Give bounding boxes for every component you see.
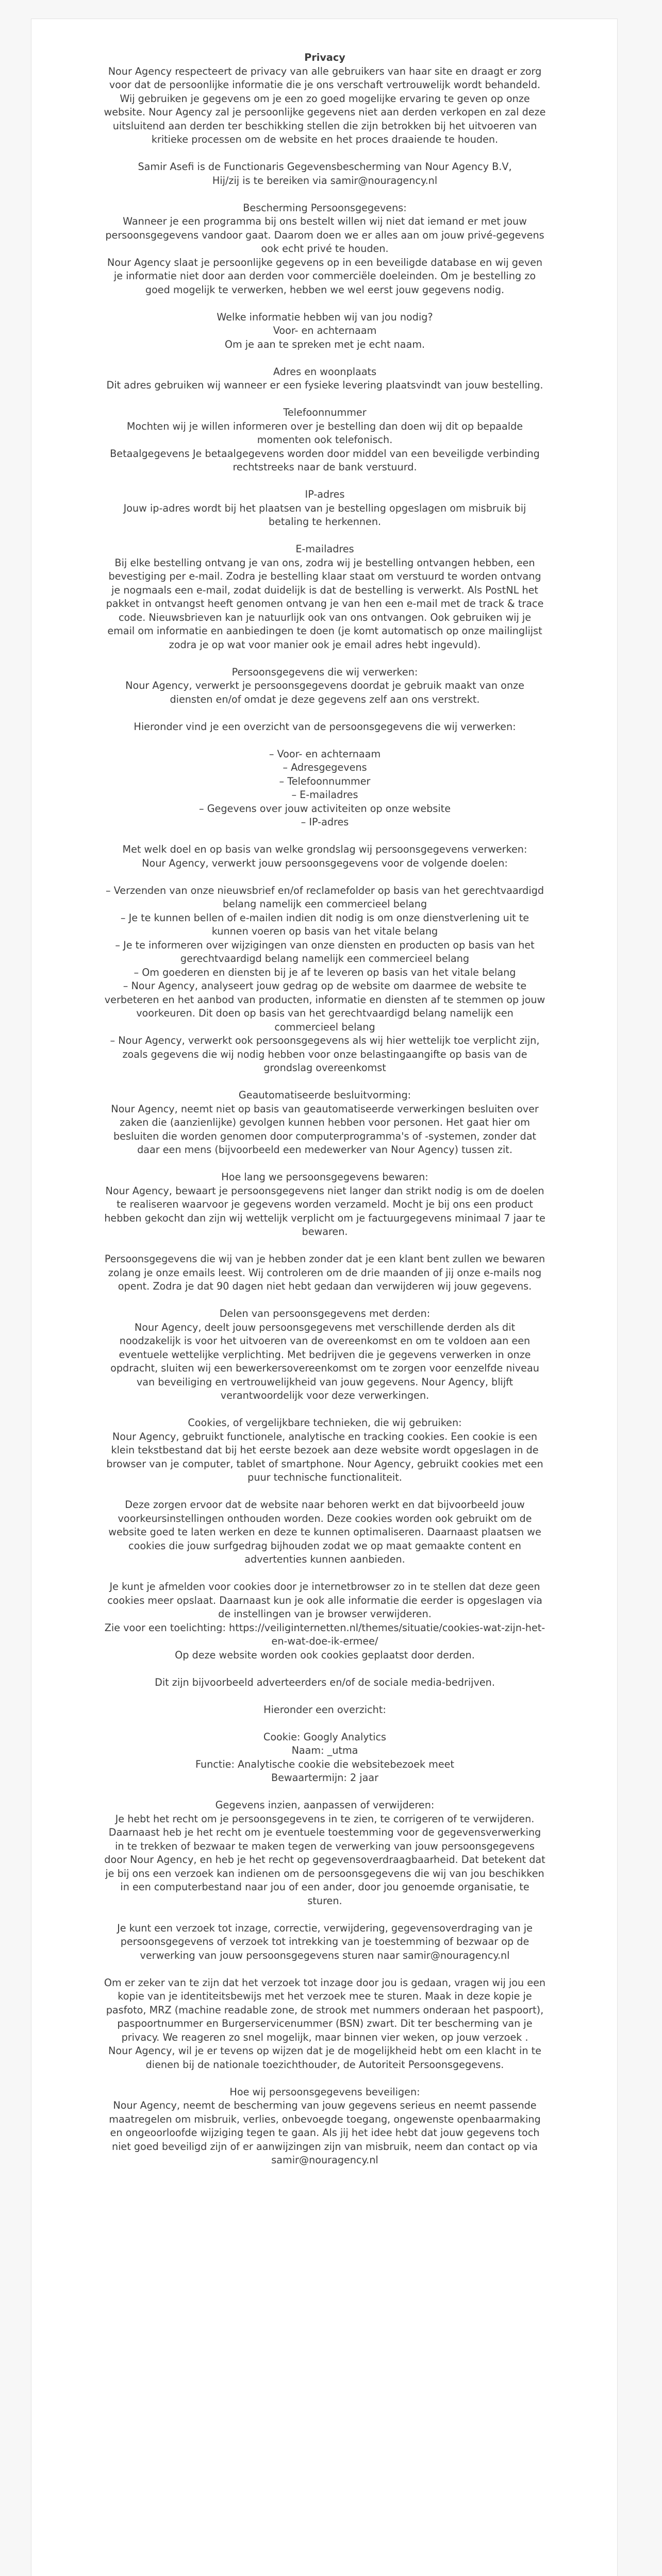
paragraph-line: – IP-adres bbox=[301, 816, 349, 828]
privacy-paragraph bbox=[104, 1498, 546, 1567]
paragraph-line: Hoe lang we persoonsgegevens bewaren: bbox=[221, 1171, 428, 1183]
paragraph-line: Adres en woonplaats bbox=[273, 365, 377, 378]
paragraph-line: Persoonsgegevens die wij van je hebben zonder dat je een klant bent zullen we bewaren zolang je onze emails leest. Wij controleren om de drie maanden of jij onze e-mails nog opent. Zodra je dat 90 dagen niet hebt gedaan dan verwijderen wij jouw gegevens. bbox=[104, 1253, 545, 1292]
privacy-paragraph bbox=[104, 311, 546, 352]
privacy-paragraph bbox=[104, 2086, 546, 2167]
privacy-paragraph bbox=[104, 488, 546, 529]
privacy-paragraph bbox=[104, 160, 546, 188]
paragraph-line: – Je te kunnen bellen of e-mailen indien dit nodig is om onze dienstverlening uit te kunnen voeren op basis van het vitale belang bbox=[120, 911, 529, 937]
paragraph-line: Persoonsgegevens die wij verwerken: bbox=[231, 666, 418, 678]
content-card bbox=[31, 19, 618, 2576]
paragraph-line: – Nour Agency, analyseert jouw gedrag op de website om daarmee de website te verbeteren en het aanbod van producten, informatie en diensten af te stemmen op jouw voorkeuren. Dit doen op basis van het gerechtvaardigd belang namelijk een commercieel belang bbox=[104, 980, 545, 1033]
privacy-paragraph bbox=[104, 843, 546, 870]
paragraph-line: Hieronder een overzicht: bbox=[263, 1703, 386, 1716]
privacy-paragraph bbox=[104, 1976, 546, 2072]
privacy-paragraph bbox=[104, 1799, 546, 1908]
paragraph-line: Hoe wij persoonsgegevens beveiligen: bbox=[229, 2086, 420, 2098]
privacy-paragraph bbox=[104, 1416, 546, 1485]
paragraph-line: Cookie: Googly Analytics bbox=[263, 1731, 387, 1743]
privacy-paragraph bbox=[104, 1089, 546, 1157]
paragraph-line: Samir Asefi is de Functionaris Gegevensbescherming van Nour Agency B.V, bbox=[138, 161, 512, 173]
paragraph-line: – Gegevens over jouw activiteiten op onze website bbox=[199, 802, 451, 815]
paragraph-line: Cookies, of vergelijkbare technieken, die wij gebruiken: bbox=[188, 1417, 462, 1429]
paragraph-line: Hij/zij is te bereiken via samir@nouragency.nl bbox=[212, 174, 438, 187]
paragraph-line: – Voor- en achternaam bbox=[269, 748, 381, 760]
privacy-paragraph bbox=[104, 65, 546, 147]
paragraph-line: Geautomatiseerde besluitvorming: bbox=[238, 1089, 411, 1101]
privacy-paragraph bbox=[104, 406, 546, 474]
paragraph-line: Telefoonnummer bbox=[283, 406, 367, 418]
privacy-paragraph bbox=[104, 1171, 546, 1239]
paragraph-line: Nour Agency, bewaart je persoonsgegevens niet langer dan strikt nodig is om de doelen te realiseren waarvoor je gegevens worden verzameld. Mocht je bij ons een product hebben gekocht dan zijn wij wettelijk verplicht om je factuurgegevens minimaal 7 jaar te bewaren. bbox=[104, 1184, 545, 1238]
paragraph-line: E-mailadres bbox=[295, 543, 354, 555]
page-title: Privacy bbox=[304, 52, 345, 63]
paragraph-line: Voor- en achternaam bbox=[273, 325, 377, 336]
paragraph-line: Met welk doel en op basis van welke grondslag wij persoonsgegevens verwerken: bbox=[122, 843, 527, 855]
privacy-paragraph bbox=[104, 748, 546, 829]
paragraph-line: – Telefoonnummer bbox=[279, 775, 371, 787]
paragraph-line: Dit zijn bijvoorbeeld adverteerders en/of de sociale media-bedrijven. bbox=[155, 1676, 495, 1688]
paragraph-line: Nour Agency, wil je er tevens op wijzen dat je de mogelijkheid hebt om een klacht in te dienen bij de nationale toezichthouder, de Autoriteit Persoonsgegevens. bbox=[108, 2045, 541, 2071]
paragraph-line: Bescherming Persoonsgegevens: bbox=[243, 201, 407, 214]
paragraph-line: Delen van persoonsgegevens met derden: bbox=[219, 1308, 431, 1319]
paragraph-line: Welke informatie hebben wij van jou nodig? bbox=[217, 311, 433, 323]
privacy-paragraph bbox=[104, 1676, 546, 1690]
paragraph-line: Je hebt het recht om je persoonsgegevens in te zien, te corrigeren of te verwijderen. Daarnaast heb je het recht om je eventuele toestemming voor de gegevensverwerking in te trekken of bezwaar te maken tegen de verwerking van jouw persoonsgegevens door Nour Agency, en heb je het recht op gegevensoverdraagbaarheid. Dat betekent dat je bij ons een verzoek kan indienen om de persoonsgegevens die wij van jou beschikken in een computerbestand naar jou of een ander, door jou genoemde organisatie, te sturen. bbox=[104, 1812, 545, 1907]
paragraph-line: Je kunt je afmelden voor cookies door je internetbrowser zo in te stellen dat deze geen cookies meer opslaat. Daarnaast kun je ook alle informatie die eerder is opgeslagen via de instellingen van je browser verwijderen. bbox=[107, 1581, 542, 1620]
paragraph-line: – Om goederen en diensten bij je af te leveren op basis van het vitale belang bbox=[134, 966, 516, 978]
paragraph-line: Gegevens inzien, aanpassen of verwijderen: bbox=[215, 1799, 435, 1811]
paragraph-line: Mochten wij je willen informeren over je bestelling dan doen wij dit op bepaalde momenten ook telefonisch. bbox=[126, 420, 523, 446]
paragraph-line: – Adresgegevens bbox=[283, 761, 367, 773]
paragraph-line: Nour Agency, verwerkt je persoonsgegevens doordat je gebruik maakt van onze diensten en/of omdat je deze gegevens zelf aan ons verstrekt. bbox=[125, 680, 524, 705]
privacy-paragraph bbox=[104, 543, 546, 652]
privacy-paragraph bbox=[104, 1703, 546, 1717]
paragraph-line: – Nour Agency, verwerkt ook persoonsgegevens als wij hier wettelijk toe verplicht zijn, zoals gegevens die wij nodig hebben voor onze belastingaangifte op basis van de grondslag overeenkomst bbox=[110, 1035, 540, 1074]
paragraph-line: Functie: Analytische cookie die websitebezoek meet bbox=[195, 1758, 455, 1770]
paragraph-line: Wanneer je een programma bij ons bestelt willen wij niet dat iemand er met jouw persoonsgegevens vandoor gaat. Daarom doen we er alles aan om jouw privé-gegevens ook echt privé te houden. bbox=[105, 215, 544, 255]
privacy-paragraph bbox=[104, 1580, 546, 1662]
paragraph-line: Bij elke bestelling ontvang je van ons, zodra wij je bestelling ontvangen hebben, een bevestiging per e-mail. Zodra je bestelling klaar staat om verstuurd te worden ontvang je nogmaals een e-mail, zodat duidelijk is dat de bestelling is verwerkt. Als PostNL het pakket in ontvangst heeft genomen ontvang je van hen een e-mail met de track & trace code. Nieuwsbrieven kan je natuurlijk ook van ons ontvangen. Ook gebruiken wij je email om informatie en aanbiedingen te doen (je komt automatisch op onze mailinglijst zodra je op wat voor manier ook je email adres hebt ingevuld). bbox=[106, 556, 544, 651]
paragraph-line: Nour Agency, verwerkt jouw persoonsgegevens voor de volgende doelen: bbox=[142, 857, 508, 869]
paragraph-line: Bewaartermijn: 2 jaar bbox=[271, 1772, 379, 1784]
paragraph-line: Nour Agency respecteert de privacy van alle gebruikers van haar site en draagt er zorg voor dat de persoonlijke informatie die je ons verschaft vertrouwelijk wordt behandeld. Wij gebruiken je gegevens om je een zo goed mogelijke ervaring te geven op onze website. Nour Agency zal je persoonlijke gegevens niet aan derden verkopen en zal deze uitsluitend aan derden ter beschikking stellen die zijn betrokken bij het uitvoeren van kritieke processen om de website en het proces draaiende te houden. bbox=[104, 65, 546, 145]
privacy-paragraph bbox=[104, 1922, 546, 1963]
paragraph-line: Nour Agency slaat je persoonlijke gegevens op in een beveiligde database en wij geven je informatie niet door aan derden voor commerciële doeleinden. Om je bestelling zo goed mogelijk te verwerken, hebben we wel eerst jouw gegevens nodig. bbox=[107, 256, 543, 296]
paragraph-line: Nour Agency, gebruikt functionele, analytische en tracking cookies. Een cookie is een klein tekstbestand dat bij het eerste bezoek aan deze website wordt opgeslagen in de browser van je computer, tablet of smartphone. Nour Agency, gebruikt cookies met een puur technische functionaliteit. bbox=[106, 1430, 543, 1483]
paragraph-line: Betaalgegevens Je betaalgegevens worden door middel van een beveiligde verbinding rechtstreeks naar de bank verstuurd. bbox=[110, 447, 540, 473]
paragraph-line: Nour Agency, neemt de bescherming van jouw gegevens serieus en neemt passende maatregelen om misbruik, verlies, onbevoegde toegang, ongewenste openbaarmaking en ongeoorloofde wijziging tegen te gaan. Als jij het idee hebt dat jouw gegevens toch niet goed beveiligd zijn of er aanwijzingen zijn van misbruik, neem dan contact op via samir@nouragency.nl bbox=[109, 2099, 541, 2166]
paragraph-line: IP-adres bbox=[305, 488, 345, 500]
privacy-paragraph bbox=[104, 666, 546, 707]
paragraph-line: Dit adres gebruiken wij wanneer er een fysieke levering plaatsvindt van jouw bestelling. bbox=[106, 379, 543, 391]
paragraph-line: Naam: _utma bbox=[291, 1744, 358, 1756]
paragraph-line: Deze zorgen ervoor dat de website naar behoren werkt en dat bijvoorbeeld jouw voorkeursinstellingen onthouden worden. Deze cookies worden ook gebruikt om de website goed te laten werken en deze te kunnen optimaliseren. Daarnaast plaatsen we cookies die jouw surfgedrag bijhouden zodat we op maat gemaakte content en advertenties kunnen aanbieden. bbox=[108, 1499, 541, 1565]
paragraph-line: Nour Agency, deelt jouw persoonsgegevens met verschillende derden als dit noodzakelijk is voor het uitvoeren van de overeenkomst en om te voldoen aan een eventuele wettelijke verplichting. Met bedrijven die je gegevens verwerken in onze opdracht, sluiten wij een bewerkersovereenkomst om te zorgen voor eenzelfde niveau van beveiliging en vertrouwelijkheid van jouw gegevens. Nour Agency, blijft verantwoordelijk voor deze verwerkingen. bbox=[110, 1321, 539, 1401]
privacy-sections bbox=[104, 65, 546, 2167]
privacy-paragraph bbox=[104, 720, 546, 734]
privacy-paragraph bbox=[104, 1731, 546, 1785]
paragraph-line: Nour Agency, neemt niet op basis van geautomatiseerde verwerkingen besluiten over zaken die (aanzienlijke) gevolgen kunnen hebben voor personen. Het gaat hier om besluiten die worden genomen door computerprogramma's of -systemen, zonder dat daar een mens (bijvoorbeeld een medewerker van Nour Agency) tussen zit. bbox=[111, 1103, 539, 1156]
paragraph-line: – E-mailadres bbox=[291, 789, 358, 801]
paragraph-line: Jouw ip-adres wordt bij het plaatsen van je bestelling opgeslagen om misbruik bij betaling te herkennen. bbox=[123, 502, 526, 528]
paragraph-line: Op deze website worden ook cookies geplaatst door derden. bbox=[175, 1649, 475, 1661]
paragraph-line: – Verzenden van onze nieuwsbrief en/of reclamefolder op basis van het gerechtvaardigd belang namelijk een commercieel belang bbox=[105, 884, 544, 910]
privacy-paragraph bbox=[104, 1252, 546, 1294]
privacy-document bbox=[104, 51, 546, 2181]
paragraph-line: Om er zeker van te zijn dat het verzoek tot inzage door jou is gedaan, vragen wij jou een kopie van je identiteitsbewijs met het verzoek mee te sturen. Maak in deze kopie je pasfoto, MRZ (machine readable zone, de strook met nummers onderaan het paspoort), paspoortnummer en Burgerservicenummer (BSN) zwart. Dit ter bescherming van je privacy. We reageren zo snel mogelijk, maar binnen vier weken, op jouw verzoek . bbox=[104, 1976, 546, 2043]
privacy-paragraph bbox=[104, 884, 546, 1075]
paragraph-line: Zie voor een toelichting: https://veiliginternetten.nl/themes/situatie/cookies-wat-zijn-het-en-wat-doe-ik-ermee/ bbox=[104, 1621, 545, 1647]
paragraph-line: – Je te informeren over wijzigingen van onze diensten en producten op basis van het gerechtvaardigd belang namelijk een commercieel belang bbox=[115, 939, 535, 964]
paragraph-line: Je kunt een verzoek tot inzage, correctie, verwijdering, gegevensoverdraging van je persoonsgegevens of verzoek tot intrekking van je toestemming of bezwaar op de verwerking van jouw persoonsgegevens sturen naar samir@nouragency.nl bbox=[117, 1922, 533, 1961]
privacy-paragraph bbox=[104, 365, 546, 393]
privacy-paragraph bbox=[104, 1307, 546, 1403]
paragraph-line: Om je aan te spreken met je echt naam. bbox=[224, 338, 425, 350]
privacy-paragraph bbox=[104, 201, 546, 297]
paragraph-line: Hieronder vind je een overzicht van de persoonsgegevens die wij verwerken: bbox=[134, 720, 516, 733]
